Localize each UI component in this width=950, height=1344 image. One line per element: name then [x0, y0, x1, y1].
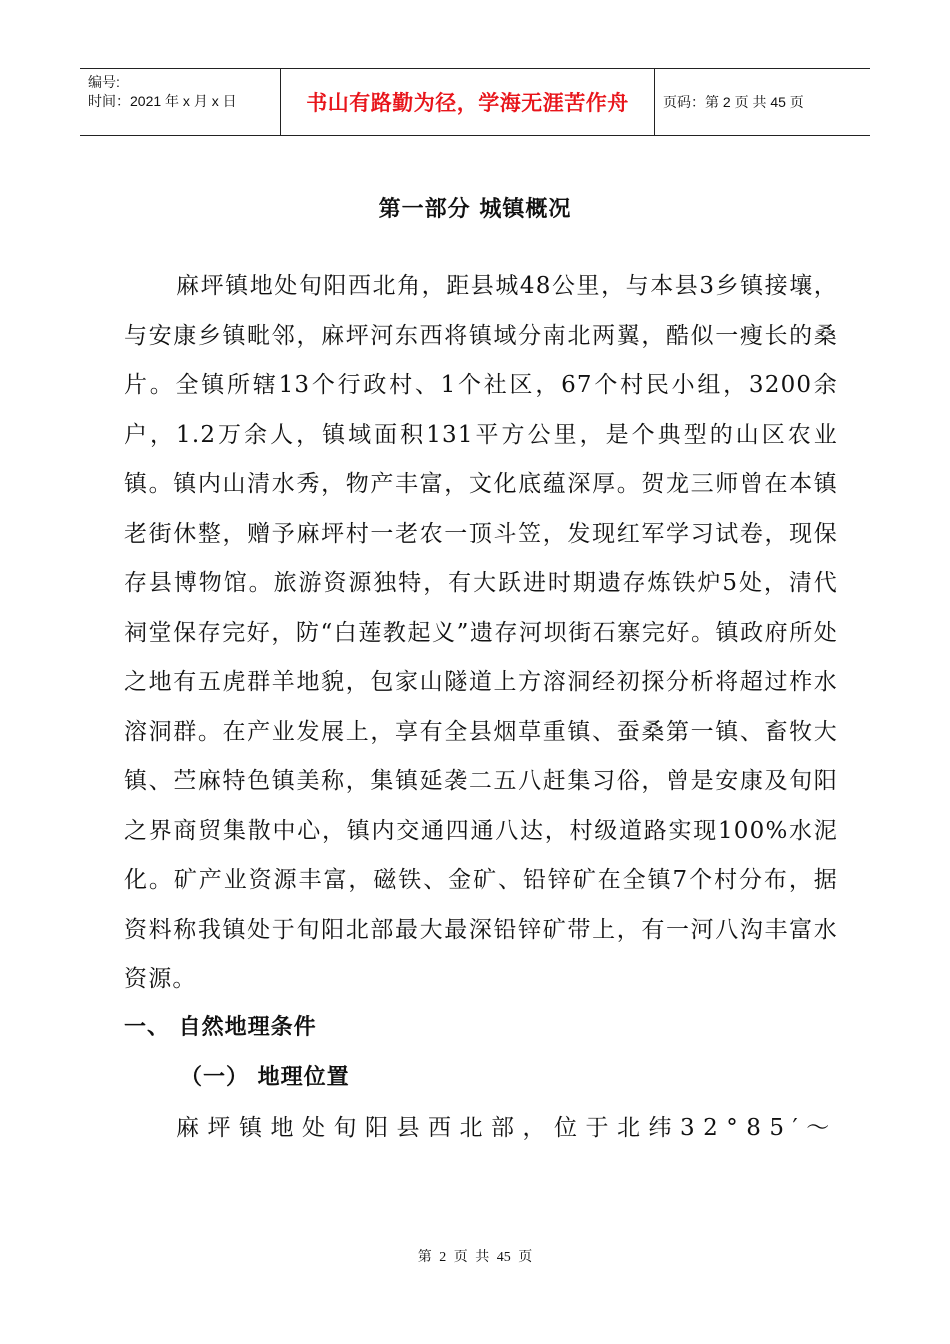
page-footer: 第 2 页 共 45 页	[417, 1250, 533, 1265]
subsection-heading: （一） 地理位置	[180, 1065, 350, 1090]
header-meta	[80, 69, 280, 135]
date-label: 时间：2021 年 x 月 x 日	[88, 93, 237, 109]
body-paragraph: 麻坪镇地处旬阳西北角，距县城48公里，与本县3乡镇接壤，与安康乡镇毗邻，麻坪河东西将镇域分南北两翼，酷似一瘦长的桑片。全镇所辖13个行政村、1个社区，67个村民小组，3200余户，1.2万余人，镇域面积131平方公里，是个典型的山区农业镇。镇内山清水秀，物产丰富，文化底蕴深厚。贺龙三师曾在本镇老街休整，赠予麻坪村一老农一顶斗笠，发现红军学习试卷，现保存县博物馆。旅游资源独特，有大跃进时期遗存炼铁炉5处，清代祠堂保存完好，防“白莲教起义”遗存河坝街石寨完好。镇政府所处之地有五虎群羊地貌，包家山隧道上方溶洞经初探分析将超过柞水溶洞群。在产业发展上，享有全县烟草重镇、蚕桑第一镇、畜牧大镇、苎麻特色镇美称，集镇延袭二五八赶集习俗，曾是安康及旬阳之界商贸集散中心，镇内交通四通八达，村级道路实现100%水泥化。矿产业资源丰富，磁铁、金矿、铅锌矿在全镇7个村分布，据资料称我镇处于旬阳北部最大最深铅锌矿带上，有一河八沟丰富水资源。	[124, 273, 838, 992]
header-table	[80, 68, 870, 136]
number-label: 编号:	[88, 74, 120, 90]
section-heading: 一、 自然地理条件	[124, 1015, 317, 1040]
body-paragraph-continued: 麻坪镇地处旬阳县西北部，位于北纬32°85′～	[176, 1115, 838, 1141]
header-page-info: 页码：第 2 页 共 45 页	[663, 94, 804, 110]
document-title: 第一部分 城镇概况	[378, 197, 572, 222]
header-motto: 书山有路勤为径，学海无涯苦作舟	[280, 69, 655, 135]
